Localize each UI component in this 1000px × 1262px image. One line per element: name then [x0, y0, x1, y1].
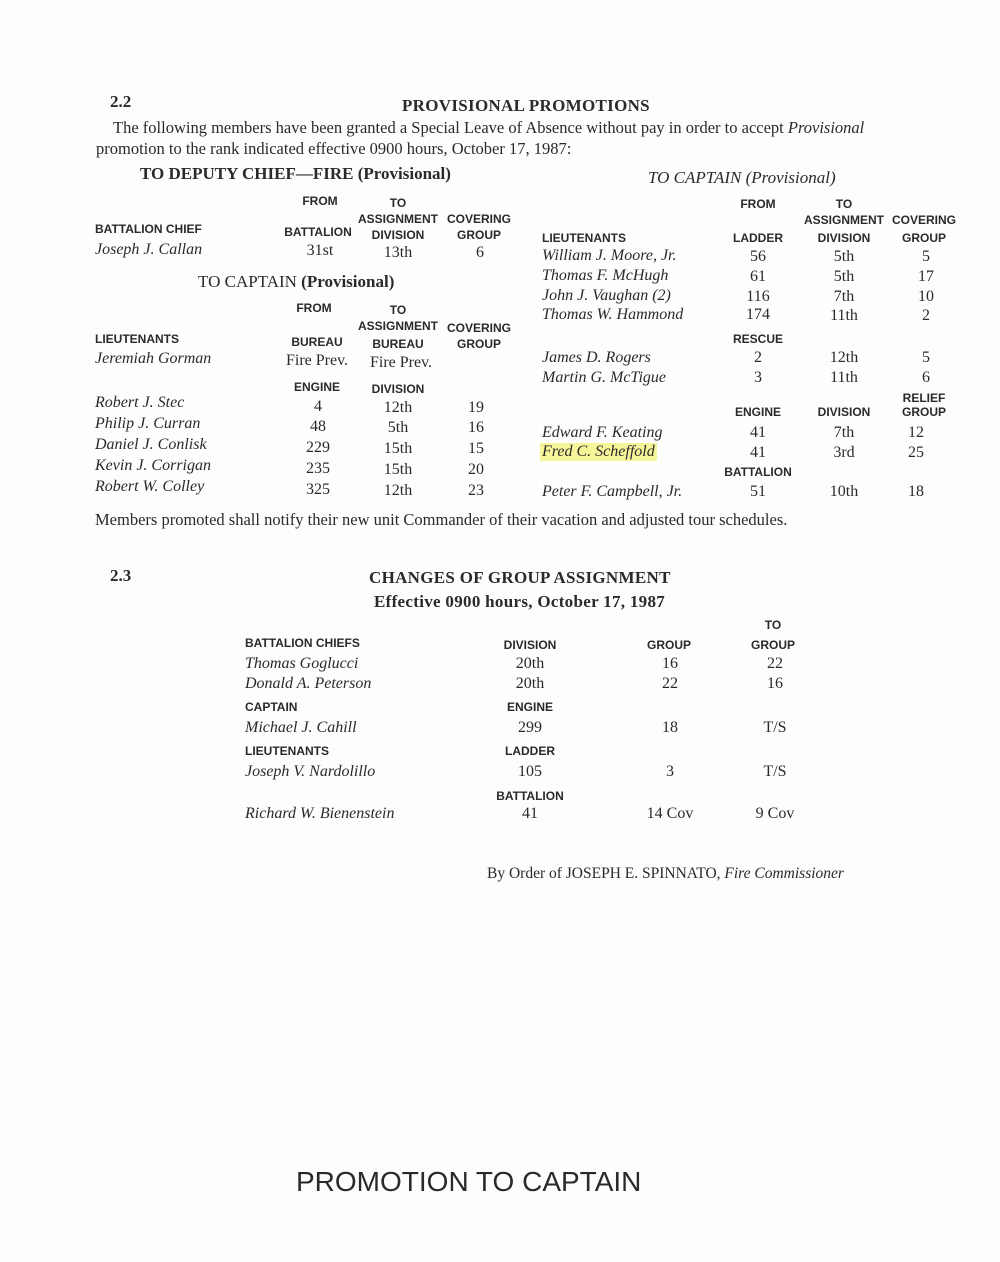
capr-row-name: Edward F. Keating	[542, 424, 663, 441]
capr-row-from: 41	[750, 424, 766, 441]
cg-row-group: 16	[662, 655, 678, 672]
dc-from-header: FROM	[302, 194, 338, 208]
capr-group2-header: GROUP	[901, 405, 946, 419]
intro-line-1	[113, 118, 864, 138]
capl-row-to: 12th	[383, 399, 413, 416]
footer-caption: PROMOTION TO CAPTAIN	[296, 1166, 642, 1197]
deputy-chief-heading	[140, 164, 451, 184]
dc-name: Joseph J. Callan	[95, 241, 203, 258]
dc-division-header: DIVISION	[371, 228, 425, 242]
cg-row-to-group: 22	[767, 655, 783, 672]
capl-row-group: 19	[468, 399, 484, 416]
capr-ladder-header: LADDER	[733, 231, 783, 245]
dc-to-label: TO	[389, 196, 407, 210]
cg-lieutenants-label: LIEUTENANTS	[245, 744, 329, 758]
capr-row-to: 12th	[829, 349, 859, 366]
capl-engine-header: ENGINE	[293, 380, 340, 394]
capr-division2-header: DIVISION	[817, 405, 871, 419]
capl-row-name: Robert J. Stec	[95, 394, 185, 411]
capl-row-from: 48	[310, 418, 326, 435]
capr-row-group: 10	[918, 288, 934, 305]
capr-row-name: Peter F. Campbell, Jr.	[542, 483, 683, 500]
capr-row-from: 56	[750, 248, 766, 265]
capl-bureau-header: BUREAU	[291, 335, 343, 349]
capr-row-group: 18	[908, 483, 924, 500]
captain-right-heading	[648, 168, 836, 188]
capl-to-header	[358, 302, 438, 334]
capl-group-header: GROUP	[456, 337, 501, 351]
capl-row-group: 20	[468, 461, 484, 478]
cg-row-to-group: T/S	[763, 719, 787, 736]
capr-row-from: 3	[754, 369, 762, 386]
capl-rank-label: LIEUTENANTS	[95, 332, 179, 346]
dc-group-value: 6	[476, 244, 484, 261]
dc-from-value: 31st	[306, 242, 334, 259]
capr-row-name: Thomas W. Hammond	[542, 306, 684, 323]
capr-row-from: 2	[754, 349, 762, 366]
capr-row-group: 17	[918, 268, 934, 285]
capr-row-group: 2	[922, 307, 930, 324]
dc-battalion-header: BATTALION	[284, 225, 352, 239]
intro-line-1-text: The following members have been granted a Special Leave of Absence without pay in order to accept	[113, 118, 784, 137]
captain-left-heading	[198, 272, 394, 292]
capl-row-from: Fire Prev.	[285, 352, 349, 369]
capl-row-name: Philip J. Curran	[95, 415, 201, 432]
commissioner-title: Fire Commissioner	[724, 865, 844, 882]
dc-covering-header: COVERING	[446, 212, 511, 226]
capr-to-label: TO	[835, 197, 853, 211]
capr-row-name: James D. Rogers	[542, 349, 651, 366]
capl-row-to: 5th	[387, 419, 409, 436]
capr-row-from: 116	[746, 288, 770, 305]
cg-division-header: DIVISION	[503, 638, 557, 652]
capl-bureau2-header: BUREAU	[372, 337, 424, 351]
section-title-changes-of-group: CHANGES OF GROUP ASSIGNMENT	[369, 568, 671, 587]
captain-left-title: TO CAPTAIN	[198, 272, 297, 291]
captain-right-provisional: (Provisional)	[745, 168, 836, 187]
capl-row-name: Jeremiah Gorman	[95, 350, 212, 367]
capl-row-from: 235	[306, 460, 330, 477]
dc-rank-label: BATTALION CHIEF	[95, 222, 202, 236]
capr-row-to: 5th	[833, 248, 855, 265]
capl-covering-header: COVERING	[446, 321, 511, 335]
capl-row-to: 12th	[383, 482, 413, 499]
capr-row-to: 3rd	[833, 444, 855, 461]
capl-division-header: DIVISION	[371, 382, 425, 396]
cg-row-name: Richard W. Bienenstein	[245, 805, 395, 822]
capl-row-to: 15th	[383, 440, 413, 457]
capr-row-to: 5th	[833, 268, 855, 285]
capr-assignment-label: ASSIGNMENT	[804, 213, 885, 227]
cg-row-to-group: T/S	[763, 763, 787, 780]
capl-row-group: 23	[468, 482, 484, 499]
cg-row-division: 105	[518, 763, 542, 780]
capl-row-name: Robert W. Colley	[95, 478, 205, 495]
capr-rank-label: LIEUTENANTS	[542, 231, 626, 245]
capr-row-group: 25	[908, 444, 924, 461]
intro-provisional-word: Provisional	[787, 118, 865, 137]
capl-row-name: Kevin J. Corrigan	[95, 457, 211, 474]
intro-line-2: promotion to the rank indicated effective 0900 hours, October 17, 1987:	[96, 139, 572, 158]
capl-row-from: 4	[314, 398, 322, 415]
capl-row-to: 15th	[383, 461, 413, 478]
cg-group-header: GROUP	[646, 638, 691, 652]
capr-from-header: FROM	[740, 197, 776, 211]
cg-to-group-header: GROUP	[750, 638, 795, 652]
cg-row-division: 20th	[515, 675, 545, 692]
cg-engine-header: ENGINE	[506, 700, 553, 714]
cg-captain-label: CAPTAIN	[245, 700, 298, 714]
section-subtitle-effective: Effective 0900 hours, October 17, 1987	[374, 592, 666, 611]
members-note: Members promoted shall notify their new unit Commander of their vacation and adjusted tour schedules.	[95, 510, 788, 529]
capl-to-label: TO	[389, 303, 407, 317]
cg-bc-label: BATTALION CHIEFS	[245, 636, 360, 650]
capr-rescue-header: RESCUE	[732, 332, 783, 346]
section-title-provisional-promotions: PROVISIONAL PROMOTIONS	[402, 96, 650, 115]
captain-left-provisional: (Provisional)	[301, 272, 395, 291]
cg-battalion-header: BATTALION	[496, 789, 564, 803]
deputy-chief-title: TO DEPUTY CHIEF—FIRE	[140, 164, 354, 183]
capl-row-name: Daniel J. Conlisk	[95, 436, 207, 453]
cg-to-header: TO	[764, 618, 782, 632]
capr-to-header	[804, 196, 884, 228]
capr-row-group: 5	[922, 248, 930, 265]
capr-engine-header: ENGINE	[734, 405, 781, 419]
capr-row-from: 174	[746, 306, 770, 323]
capr-row-name-highlighted: Fred C. Scheffold	[542, 443, 655, 460]
dc-group-header: GROUP	[456, 228, 501, 242]
cg-row-division: 299	[518, 719, 542, 736]
capl-assignment-label: ASSIGNMENT	[358, 319, 439, 333]
capr-division-header: DIVISION	[817, 231, 871, 245]
capr-row-group: 12	[908, 424, 924, 441]
dc-to-header	[358, 195, 438, 227]
deputy-chief-provisional: (Provisional)	[357, 164, 451, 183]
capr-row-to: 10th	[829, 483, 859, 500]
capr-group-header: GROUP	[901, 231, 946, 245]
cg-row-division: 41	[522, 805, 538, 822]
cg-row-group: 3	[666, 763, 674, 780]
cg-row-group: 18	[662, 719, 678, 736]
cg-row-group: 14 Cov	[646, 805, 694, 822]
cg-row-name: Donald A. Peterson	[245, 675, 372, 692]
capr-battalion-header: BATTALION	[724, 465, 792, 479]
capr-row-group: 6	[922, 369, 930, 386]
capr-row-name: John J. Vaughan (2)	[542, 287, 671, 304]
capr-row-from: 41	[750, 444, 766, 461]
capl-from-header: FROM	[296, 301, 332, 315]
cg-row-name: Thomas Goglucci	[245, 655, 359, 672]
capr-row-from: 51	[750, 483, 766, 500]
capr-row-name: Martin G. McTigue	[542, 369, 666, 386]
capr-row-from: 61	[750, 268, 766, 285]
cg-row-group: 22	[662, 675, 678, 692]
capl-row-group: 15	[468, 440, 484, 457]
capl-row-group: 16	[468, 419, 484, 436]
capl-row-to: Fire Prev.	[369, 354, 433, 371]
cg-row-division: 20th	[515, 655, 545, 672]
capr-row-name: William J. Moore, Jr.	[542, 247, 677, 264]
cg-row-name: Joseph V. Nardolillo	[245, 763, 376, 780]
cg-row-name: Michael J. Cahill	[245, 719, 357, 736]
capl-row-from: 229	[306, 439, 330, 456]
capr-relief-header: RELIEF	[902, 391, 946, 405]
capr-row-to: 11th	[830, 307, 858, 324]
captain-right-title: TO CAPTAIN	[648, 168, 742, 187]
cg-ladder-header: LADDER	[505, 744, 555, 758]
capr-covering-header: COVERING	[891, 213, 956, 227]
section-number-2-2: 2.2	[110, 92, 132, 111]
section-number-2-3: 2.3	[110, 566, 132, 585]
capr-row-to: 7th	[833, 288, 855, 305]
capr-row-to: 7th	[833, 424, 855, 441]
capr-row-name: Thomas F. McHugh	[542, 267, 669, 284]
capl-row-from: 325	[306, 481, 330, 498]
dc-assignment-label: ASSIGNMENT	[358, 212, 439, 226]
capr-row-to: 11th	[830, 369, 858, 386]
order-signature	[487, 865, 844, 883]
dc-to-value: 13th	[383, 244, 413, 261]
order-by-text: By Order of JOSEPH E. SPINNATO,	[487, 865, 721, 882]
cg-row-to-group: 9 Cov	[755, 805, 795, 822]
capr-row-group: 5	[922, 349, 930, 366]
cg-row-to-group: 16	[767, 675, 783, 692]
